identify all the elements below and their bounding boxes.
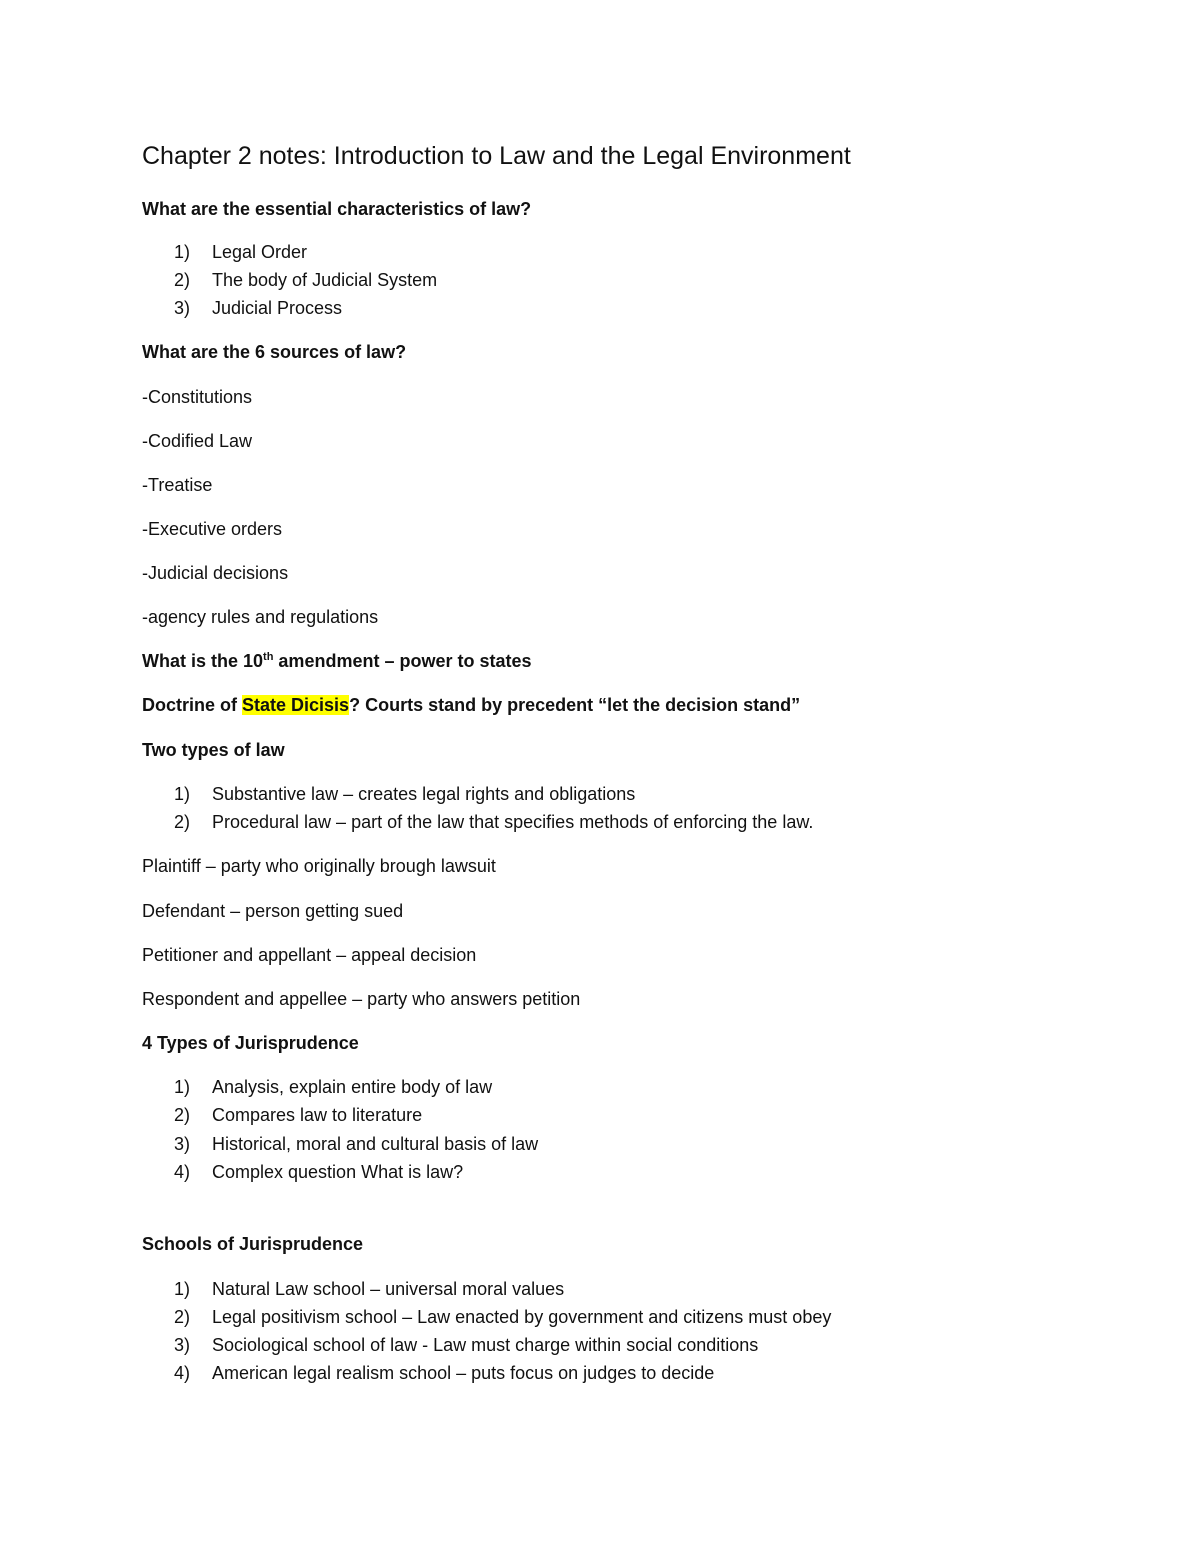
- list-item: [174, 269, 437, 291]
- question-sources: What are the 6 sources of law?: [142, 342, 407, 362]
- list-number: 2): [174, 1307, 191, 1327]
- source-item: -Executive orders: [142, 519, 283, 539]
- source-item: -Constitutions: [142, 387, 253, 407]
- list-number: 3): [174, 1134, 191, 1154]
- list-number: 3): [174, 298, 191, 318]
- doctrine-text-after: ? Courts stand by precedent “let the decision stand”: [349, 695, 801, 715]
- list-text: American legal realism school – puts focus on judges to decide: [212, 1363, 715, 1383]
- list-number: 1): [174, 784, 191, 804]
- source-item: -Judicial decisions: [142, 563, 289, 583]
- page-title: Chapter 2 notes: Introduction to Law and the Legal Environment: [142, 142, 851, 170]
- list-text: Historical, moral and cultural basis of law: [212, 1134, 539, 1154]
- list-text: Substantive law – creates legal rights and obligations: [212, 784, 636, 804]
- list-item: [174, 1076, 492, 1098]
- list-text: Complex question What is law?: [212, 1162, 464, 1182]
- list-item: [174, 1334, 758, 1356]
- source-item: -agency rules and regulations: [142, 607, 379, 627]
- list-text: Judicial Process: [212, 298, 343, 318]
- definition-line: Petitioner and appellant – appeal decision: [142, 945, 477, 965]
- list-item: [174, 1306, 831, 1328]
- list-text: Legal positivism school – Law enacted by government and citizens must obey: [212, 1307, 832, 1327]
- highlighted-term: State Dicisis: [242, 695, 350, 715]
- source-item: -Treatise: [142, 475, 213, 495]
- list-item: [174, 1161, 463, 1183]
- list-text: Sociological school of law - Law must charge within social conditions: [212, 1335, 759, 1355]
- definition-line: Plaintiff – party who originally brough lawsuit: [142, 856, 496, 876]
- list-item: [174, 241, 307, 263]
- list-number: 2): [174, 812, 191, 832]
- question-characteristics: What are the essential characteristics of law?: [142, 199, 532, 219]
- list-text: Compares law to literature: [212, 1105, 423, 1125]
- list-item: [174, 811, 813, 833]
- heading-jurisprudence-types: 4 Types of Jurisprudence: [142, 1033, 359, 1053]
- definition-line: Defendant – person getting sued: [142, 901, 404, 921]
- heading-schools: Schools of Jurisprudence: [142, 1234, 364, 1254]
- list-text: The body of Judicial System: [212, 270, 438, 290]
- list-item: [174, 1362, 714, 1384]
- list-number: 1): [174, 242, 191, 262]
- list-text: Procedural law – part of the law that specifies methods of enforcing the law.: [212, 812, 814, 832]
- heading-types-of-law: Two types of law: [142, 740, 285, 760]
- doctrine-line: [142, 694, 800, 716]
- list-number: 2): [174, 1105, 191, 1125]
- list-item: [174, 1278, 564, 1300]
- doctrine-text-before: Doctrine of: [142, 695, 243, 715]
- amendment-text-after: amendment – power to states: [273, 651, 532, 671]
- list-item: [174, 1104, 422, 1126]
- list-number: 2): [174, 270, 191, 290]
- list-item: [174, 1133, 538, 1155]
- list-number: 1): [174, 1077, 191, 1097]
- list-text: Analysis, explain entire body of law: [212, 1077, 493, 1097]
- list-number: 4): [174, 1162, 191, 1182]
- list-text: Legal Order: [212, 242, 308, 262]
- list-item: [174, 783, 635, 805]
- list-number: 1): [174, 1279, 191, 1299]
- list-number: 4): [174, 1363, 191, 1383]
- definition-line: Respondent and appellee – party who answers petition: [142, 989, 581, 1009]
- list-number: 3): [174, 1335, 191, 1355]
- source-item: -Codified Law: [142, 431, 253, 451]
- amendment-superscript: th: [263, 651, 274, 663]
- list-text: Natural Law school – universal moral values: [212, 1279, 565, 1299]
- amendment-line: [142, 650, 532, 672]
- amendment-text-before: What is the 10: [142, 651, 264, 671]
- list-item: [174, 297, 342, 319]
